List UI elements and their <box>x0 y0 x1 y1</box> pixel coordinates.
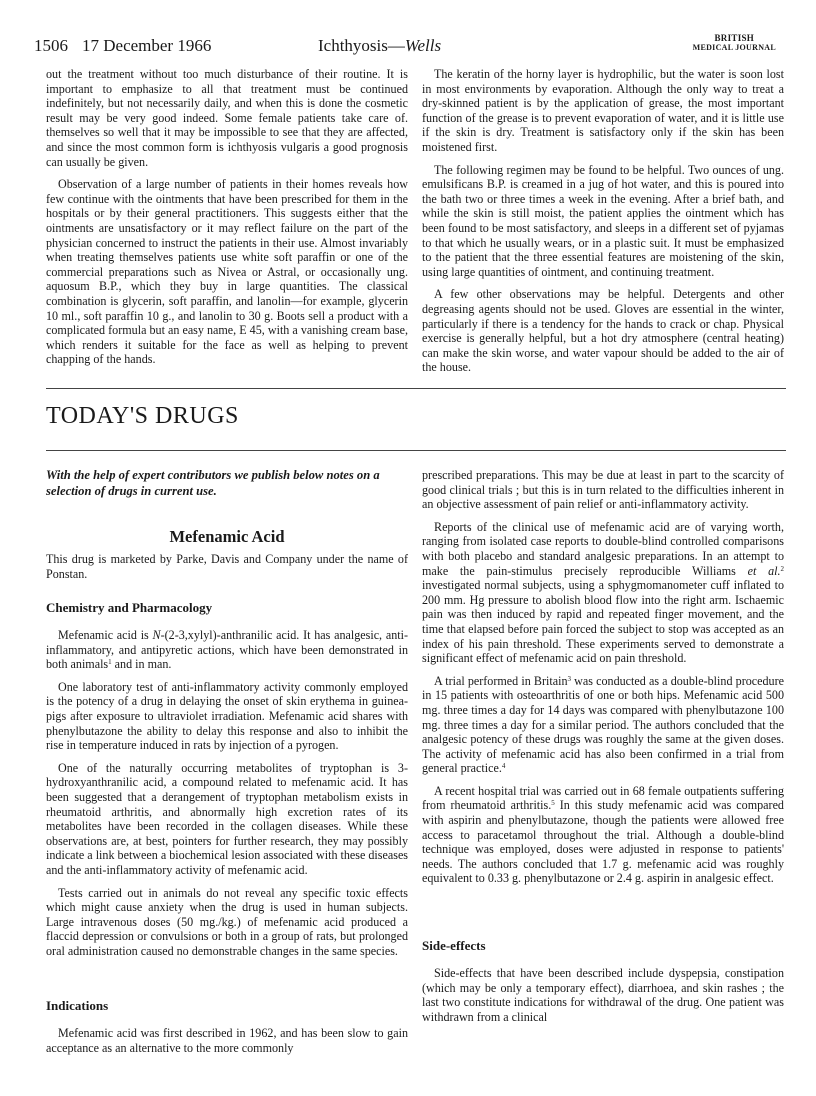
marketed-note <box>46 552 408 581</box>
ichthyosis-paragraph: The keratin of the horny layer is hydrophilic, but the water is soon lost in most environments by evaporation. Although the only way to treat a dry-skinned patient is by the application of grease, the most important function of the grease is to prevent evaporation of water, and it is little use if the skin is dry. Treatment is satisfactory only if the skin has been moistened first. <box>422 67 784 154</box>
indications-heading: Indications <box>46 998 109 1013</box>
chem-text-c: and in man. <box>111 657 172 672</box>
section-title: TODAY'S DRUGS <box>46 403 239 429</box>
side-effects-paragraph: Side-effects that have been described include dyspepsia, constipation (which may be only a temporary effect), diarrhoea, and skin rashes ; the last two constitute indications for withdrawal of the drug. One patient was withdrawn from a clinical <box>422 966 784 1024</box>
chemistry-paragraph: One laboratory test of anti-inflammatory activity commonly employed is the potency of a drug in delaying the onset of skin erythema in guinea-pigs after exposure to ultraviolet irradiation. Mefenamic acid shares with phenylbutazone the ability to delay this response and also to inhibit the rise in temperature induced in rats by injection of a pyrogen. <box>46 679 408 753</box>
ichthyosis-paragraph: out the treatment without too much disturbance of their routine. It is important to emphasize to all that treatment must be continued indefinitely, but not necessarily daily, and when this is done the cosmetic result may be very good indeed. Some female patients take care of. themselves so well that it may be impossible to see that they are affected, and since the most common form is ichthyosis vulgaris a good prognosis can usually be given. <box>46 67 408 169</box>
ichthyosis-paragraph: Observation of a large number of patients in their homes reveals how few continue with the ointments that have been prescribed for them in the hospitals or by their general practitioners. This suggests either that the ointments are unsatisfactory or it may reflect failure on the part of the physician concerned to instruct the patients in their use. Almost invariably when treating themselves patients use white soft paraffin or one of the commercial preparations such as Nivea or Astral, or occasionally ung. aquosum B.P., which they buy in large quantities. The classical combination is glycerin, soft paraffin, and lanolin—for example, glycerin 10 ml., soft paraffin 10 g., and lanolin to 30 g. Boots sell a product with a complicated formula but an easy name, E 45, with a vanishing cream base, which renders it suitable for the face as well as helping to prevent chapping of the hands. <box>46 177 408 367</box>
ind-text-a: Reports of the clinical use of mefenamic acid are of varying worth, ranging from isolated case reports to double-blind controlled comparisons with both placebo and standard analgesic preparations. In an attempt to make the pain-stimulus precisely reproducible Williams <box>422 519 784 578</box>
chemistry-paragraph <box>46 628 408 672</box>
chem-formula-prefix: N <box>152 628 161 642</box>
ind-text-d: was conducted as a double-blind procedure in 15 patients with osteoarthritis of one or both hips. Mefenamic acid 500 mg. three times a day for 14 days was compared with phenylbutazone 100 mg. three times a day for a similar period. The authors concluded that the analgesic potency of these drugs was roughly the same at the given doses. The activity of mefenamic acid has also been confirmed in a trial from general practice. <box>422 673 784 776</box>
running-title-author: Wells <box>404 36 442 55</box>
ind-text-b: investigated normal subjects, using a sphygmomanometer cuff inflated to 200 mm. Hg pressure to abolish blood flow into the right arm. Ischaemic pain was then induced by rapid and repeated finger movement, and the time that elapsed before pain forced the subject to stop was accepted as an index of his pain threshold. These experiments served to demonstrate a significant effect of mefenamic acid on pain threshold. <box>422 578 784 666</box>
ichthyosis-paragraph: The following regimen may be found to be helpful. Two ounces of ung. emulsificans B.P. is creamed in a jug of hot water, and this is poured into the bath two or three times a week in the evening. After a brief bath, and while the skin is still moist, the patient applies the ointment which has been found to be most satisfactory, and sleeps in a different set of pyjamas to that which he usually wears, or in a plastic suit. It must be emphasized to the patient that the three essential features are moistening of the skin, using large quantities of ointment, and continuing treatment. <box>422 162 784 279</box>
reference-marker: 5 <box>551 799 555 808</box>
journal-name-line2: MEDICAL JOURNAL <box>692 43 776 52</box>
indications-paragraph <box>422 784 784 886</box>
indications-left-column <box>46 1026 408 1055</box>
side-effects-column <box>422 966 784 1024</box>
section-intro: With the help of expert contributors we publish below notes on a selection of drugs in current use. <box>46 468 380 498</box>
ind-et-al: et al. <box>747 563 781 578</box>
running-title-main: Ichthyosis— <box>318 36 405 55</box>
chemistry-paragraph: One of the naturally occurring metabolites of tryptophan is 3-hydroxyanthranilic acid, a compound related to mefenamic acid. It has been suggested that a derangement of tryptophan metabolism exists in rheumatoid arthritis, and abnormally high excretion rates of its metabolites have been recorded in the collagen diseases. While these observations are, at best, pointers for further research, they may possibly indicate a link between a biochemical lesion associated with these diseases and the anti-inflammatory activity of mefenamic acid. <box>46 760 409 877</box>
issue-date: 17 December 1966 <box>82 36 212 55</box>
section-title-divider <box>46 450 786 451</box>
ind-text-f: In this study mefenamic acid was compared with aspirin and phenylbutazone, though the patients were allowed free access to paracetamol throughout the trial. Although a double-blind technique was employed, doses were adjusted in response to patients' needs. The authors concluded that 1.7 g. mefenamic acid was roughly equivalent to 0.33 g. phenylbutazone or 2.4 g. aspirin in analgesic effect. <box>422 798 784 886</box>
indications-paragraph <box>422 520 784 666</box>
indications-paragraph: prescribed preparations. This may be due at least in part to the scarcity of good clinical trials ; but this is in turn related to the difficulties inherent in an objective assessment of pain relief or anti-inflammatory activity. <box>422 468 784 512</box>
ichthyosis-right-column <box>422 67 784 375</box>
journal-name-line1: BRITISH <box>714 33 755 43</box>
indications-paragraph <box>422 674 784 776</box>
drug-title: Mefenamic Acid <box>169 527 285 546</box>
section-divider <box>46 388 786 389</box>
reference-marker: 3 <box>567 674 571 683</box>
ichthyosis-left-column <box>46 67 408 367</box>
running-title <box>318 36 441 56</box>
chemistry-heading: Chemistry and Pharmacology <box>46 600 213 615</box>
ichthyosis-paragraph: A few other observations may be helpful. Detergents and other degreasing agents should not be used. Gloves are essential in the winter, particularly if there is a tendency for the hands to crack or chap. Physical exercise is generally helpful, but a hot dry atmosphere (central heating) can make the skin worse, and water vapour should be added to the air of the house. <box>422 287 784 375</box>
ind-text-c: A trial performed in Britain <box>434 673 568 688</box>
chem-text-b: -(2-3,xylyl)-anthranilic acid. It has analgesic, anti-inflammatory, and antipyretic actions, which have been demonstrated in both animals <box>46 628 408 672</box>
indications-right-column <box>422 468 784 886</box>
journal-name <box>693 34 776 52</box>
chem-text-a: Mefenamic acid is <box>58 628 153 642</box>
reference-marker: 4 <box>501 762 506 771</box>
side-effects-heading: Side-effects <box>422 938 486 953</box>
reference-marker: 2 <box>780 564 785 573</box>
chemistry-paragraph: Tests carried out in animals do not reveal any specific toxic effects which might cause anxiety when the drug is used in human subjects. Large intravenous doses (50 mg./kg.) of mefenamic acid produced a flaccid depression or convulsions or both in a group of rats, but prolonged oral administration caused no demonstrable changes in the same species. <box>46 885 408 958</box>
indications-paragraph: Mefenamic acid was first described in 1962, and has been slow to gain acceptance as an alternative to the more commonly <box>46 1026 408 1055</box>
ind-text-e: A recent hospital trial was carried out in 68 female outpatients suffering from rheumatoid arthritis. <box>422 783 784 813</box>
marketed-paragraph: This drug is marketed by Parke, Davis and Company under the name of Ponstan. <box>46 552 408 581</box>
reference-marker: 1 <box>108 658 112 667</box>
page-number: 1506 <box>34 36 68 55</box>
chemistry-column <box>46 628 408 958</box>
